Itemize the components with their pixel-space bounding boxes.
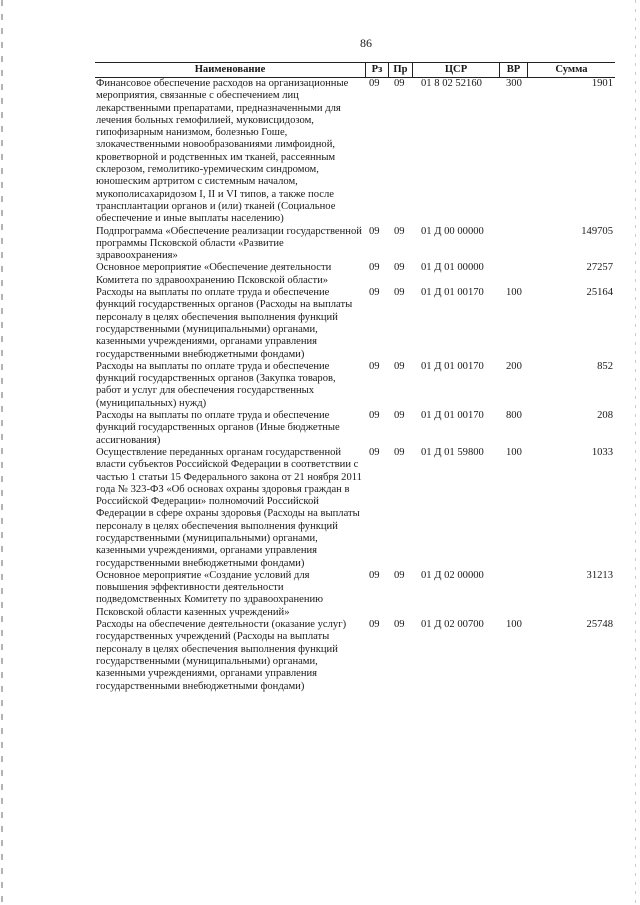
- row-csr: 01 Д 02 00000: [421, 569, 484, 581]
- row-sum: 31213: [586, 569, 613, 581]
- header-csr: ЦСР: [412, 63, 499, 77]
- row-csr: 01 Д 02 00700: [421, 619, 484, 631]
- row-sum: 1901: [591, 78, 613, 89]
- row-name: Подпрограмма «Обеспечение реализации государственной программы Псковской области «Развитие здравоохранения»: [96, 225, 362, 262]
- row-pr: 09: [394, 360, 405, 372]
- page-number: 86: [360, 36, 372, 50]
- table-row: [95, 226, 615, 263]
- row-rz: 09: [369, 287, 380, 299]
- row-pr: 09: [394, 410, 405, 422]
- row-name: Основное мероприятие «Создание условий для повышения эффективности деятельности подведомственных Комитету по здравоохранению Псковской области казенных учреждений»: [96, 569, 324, 618]
- table-row: [95, 410, 615, 447]
- row-name: Расходы на выплаты по оплате труда и обеспечение функций государственных органов (Иные бюджетные ассигнования): [96, 410, 340, 446]
- row-rz: 09: [369, 619, 380, 631]
- row-rz: 09: [369, 446, 380, 458]
- budget-table: [95, 62, 615, 693]
- row-vr: 300: [506, 78, 522, 89]
- table-row: [95, 262, 615, 287]
- scan-edge-left: [1, 0, 3, 905]
- row-name: Расходы на выплаты по оплате труда и обеспечение функций государственных органов (Расходы на выплаты персоналу в целях обеспечения выполнения функций государственными (муниципальными) органами, казенными учреждениями, органами управления государственными внебюджетными фондами): [96, 287, 353, 360]
- row-sum: 27257: [586, 262, 613, 274]
- table-row: [95, 287, 615, 361]
- row-pr: 09: [394, 446, 405, 458]
- row-pr: 09: [394, 287, 405, 299]
- row-csr: 01 Д 01 00170: [421, 287, 484, 299]
- row-sum: 149705: [581, 225, 613, 237]
- row-name: Основное мероприятие «Обеспечение деятельности Комитета по здравоохранению Псковской области»: [96, 262, 332, 286]
- row-sum: 25748: [586, 619, 613, 631]
- row-sum: 208: [597, 410, 613, 422]
- scan-edge-right: [635, 0, 636, 905]
- table-row: [95, 447, 615, 570]
- header-sum: Сумма: [527, 63, 615, 77]
- row-pr: 09: [394, 78, 405, 89]
- row-rz: 09: [369, 78, 380, 89]
- row-csr: 01 Д 01 59800: [421, 446, 484, 458]
- header-rz: Рз: [365, 63, 388, 77]
- header-vr: ВР: [499, 63, 527, 77]
- row-vr: 200: [506, 360, 522, 372]
- row-csr: 01 Д 01 00000: [421, 262, 484, 274]
- row-name: Расходы на обеспечение деятельности (оказание услуг) государственных учреждений (Расходы на выплаты персоналу в целях обеспечения выполнения функций государственными (муниципальными) органами, казенными учреждениями, органами управления государственными внебюджетными фондами): [96, 619, 347, 692]
- row-pr: 09: [394, 619, 405, 631]
- table-row: [95, 361, 615, 410]
- row-rz: 09: [369, 262, 380, 274]
- row-rz: 09: [369, 360, 380, 372]
- row-name: Расходы на выплаты по оплате труда и обеспечение функций государственных органов (Закупка товаров, работ и услуг для обеспечения государственных (муниципальных) нужд): [96, 360, 336, 409]
- row-sum: 25164: [586, 287, 613, 299]
- table-row: [95, 78, 615, 226]
- row-rz: 09: [369, 410, 380, 422]
- row-csr: 01 8 02 52160: [421, 78, 482, 89]
- row-vr: 100: [506, 619, 522, 631]
- row-csr: 01 Д 01 00170: [421, 360, 484, 372]
- row-pr: 09: [394, 262, 405, 274]
- row-name: Финансовое обеспечение расходов на организационные мероприятия, связанные с обеспечением лиц лекарственными препаратами, предназначенными для лечения больных гемофилией, муковисцидозом, гипофизарным нанизмом, болезнью Гоше, злокачественными новообразованиями лимфоидной, кроветворной и родственных им тканей, рассеянным склерозом, гемолитико-уремическим синдромом, юношеским артритом с системным началом, мукополисахаридозом I, II и VI типов, а также после трансплантации органов и (или) тканей (Социальное обеспечение и иные выплаты населению): [96, 78, 349, 225]
- row-rz: 09: [369, 225, 380, 237]
- row-rz: 09: [369, 569, 380, 581]
- table-row: [95, 619, 615, 693]
- row-csr: 01 Д 00 00000: [421, 225, 484, 237]
- row-pr: 09: [394, 225, 405, 237]
- row-vr: 100: [506, 446, 522, 458]
- table-header: [95, 62, 615, 78]
- row-vr: 800: [506, 410, 522, 422]
- row-vr: 100: [506, 287, 522, 299]
- row-name: Осуществление переданных органам государственной власти субъектов Российской Федерации в соответствии с частью 1 статьи 15 Федерального закона от 21 ноября 2011 года № 323-ФЗ «Об основах охраны здоровья граждан в Российской Федерации» полномочий Российской Федерации в сфере охраны здоровья (Расходы на выплаты персоналу в целях обеспечения выполнения функций государственными (муниципальными) органами, казенными учреждениями, органами управления государственными внебюджетными фондами): [96, 446, 362, 569]
- row-pr: 09: [394, 569, 405, 581]
- row-sum: 1033: [591, 446, 613, 458]
- row-csr: 01 Д 01 00170: [421, 410, 484, 422]
- header-pr: Пр: [388, 63, 412, 77]
- row-sum: 852: [597, 360, 613, 372]
- table-row: [95, 570, 615, 619]
- header-name: Наименование: [194, 64, 266, 75]
